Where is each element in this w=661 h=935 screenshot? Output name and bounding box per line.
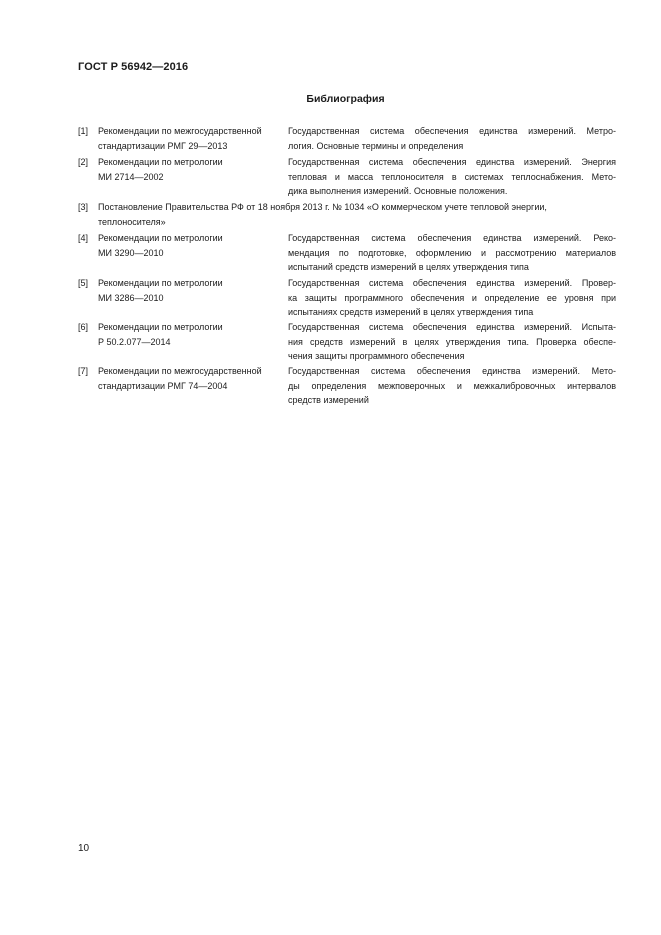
entry-description: Государственная система обеспечения единства измерений. Метро- логия. Основные термины и определения — [288, 126, 616, 151]
bibliography-title: Библиография — [306, 93, 385, 105]
entry-number: [1] — [78, 126, 89, 136]
entry-number: [7] — [78, 366, 89, 376]
entry-number: [5] — [78, 278, 89, 288]
entry-number: [3] — [78, 202, 89, 212]
entry-description: Государственная система обеспечения единства измерений. Мето- ды определения межповерочных и межкалибровочных интервалов средств измерений — [288, 366, 616, 405]
entry-description: Государственная система обеспечения единства измерений. Энергия тепловая и масса теплоносителя в системах теплоснабжения. Мето- дика выполнения измерений. Основные положения. — [288, 157, 616, 196]
entry-full-text: Постановление Правительства РФ от 18 ноября 2013 г. № 1034 «О коммерческом учете тепловой энергии, теплоносителя» — [98, 202, 547, 227]
entry-number: [6] — [78, 322, 89, 332]
entry-description: Государственная система обеспечения единства измерений. Провер- ка защиты программного обеспечения и определение ее уровня при испытаниях средств измерений в целях утверждения типа — [288, 278, 616, 317]
page-number: 10 — [78, 843, 90, 854]
entry-source: Рекомендации по метрологии Р 50.2.077—2014 — [98, 322, 223, 347]
entry-number: [2] — [78, 157, 89, 167]
entry-source: Рекомендации по межгосударственной стандартизации РМГ 74—2004 — [98, 366, 262, 391]
entry-source: Рекомендации по метрологии МИ 2714—2002 — [98, 157, 223, 182]
entry-number: [4] — [78, 233, 89, 243]
entry-description: Государственная система обеспечения единства измерений. Реко- мендация по подготовке, оформлению и рассмотрению материалов испытаний средств измерений в целях утверждения типа — [288, 233, 616, 272]
document-code: ГОСТ Р 56942—2016 — [78, 61, 189, 73]
entry-source: Рекомендации по метрологии МИ 3286—2010 — [98, 278, 223, 303]
entry-source: Рекомендации по межгосударственной стандартизации РМГ 29—2013 — [98, 126, 262, 151]
entry-source: Рекомендации по метрологии МИ 3290—2010 — [98, 233, 223, 258]
entry-description: Государственная система обеспечения единства измерений. Испыта- ния средств измерений в целях утверждения типа. Проверка обеспе- чения защиты программного обеспечения — [288, 322, 616, 361]
